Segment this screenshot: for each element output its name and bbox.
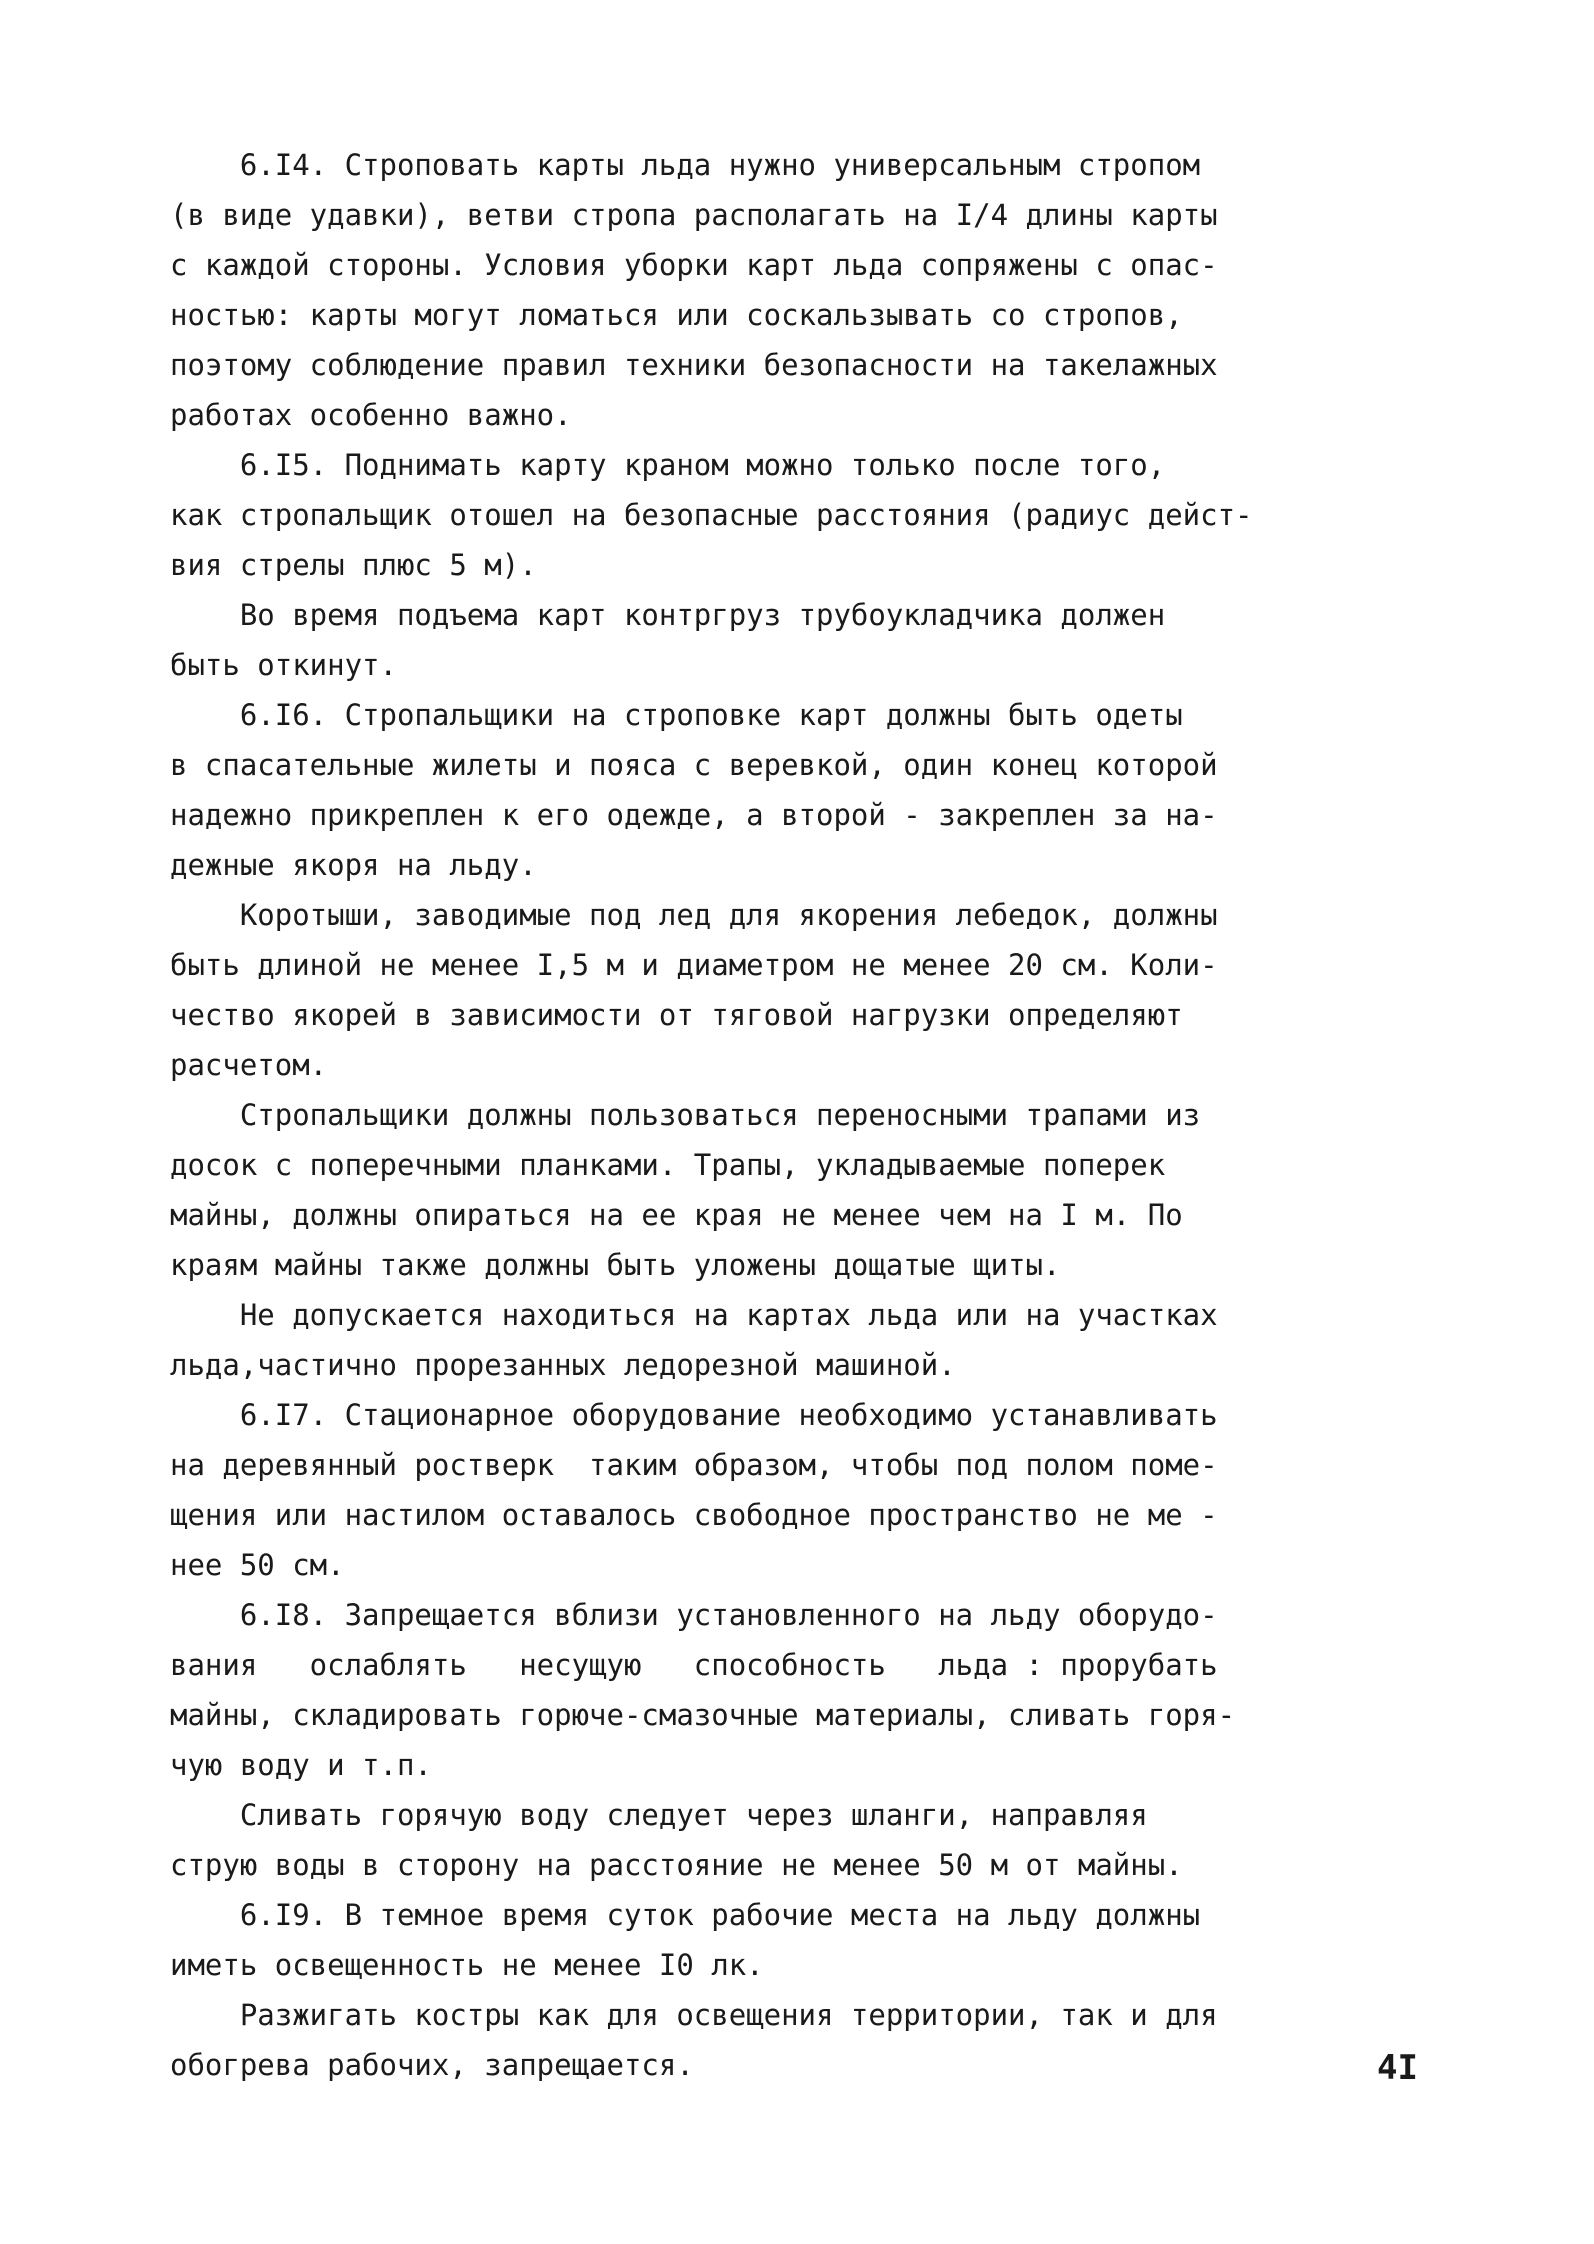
document-line: 6.I7. Стационарное оборудование необходимо устанавливать xyxy=(170,1398,1218,1432)
document-line: Не допускается находиться на картах льда или на участках xyxy=(170,1298,1218,1332)
document-line: струю воды в сторону на расстояние не менее 50 м от майны. xyxy=(170,1848,1183,1882)
document-line: вия стрелы плюс 5 м). xyxy=(170,548,537,582)
document-line: 6.I4. Строповать карты льда нужно универсальным стропом xyxy=(170,148,1201,182)
document-line: на деревянный ростверк таким образом, чтобы под полом поме- xyxy=(170,1448,1218,1482)
document-line: Коротыши, заводимые под лед для якорения лебедок, должны xyxy=(170,898,1218,932)
document-line: иметь освещенность не менее I0 лк. xyxy=(170,1948,764,1982)
document-line: Разжигать костры как для освещения территории, так и для xyxy=(170,1998,1218,2032)
document-line: Во время подъема карт контргруз трубоукладчика должен xyxy=(170,598,1166,632)
document-line: (в виде удавки), ветви стропа располагать на I/4 длины карты xyxy=(170,198,1218,232)
document-line: нее 50 см. xyxy=(170,1548,345,1582)
document-line: надежно прикреплен к его одежде, а второй - закреплен за на- xyxy=(170,798,1218,832)
document-line: Сливать горячую воду следует через шланги, направляя xyxy=(170,1798,1148,1832)
document-line: майны, должны опираться на ее края не менее чем на I м. По xyxy=(170,1198,1183,1232)
document-line: вания ослаблять несущую способность льда : прорубать xyxy=(170,1648,1218,1682)
document-line: в спасательные жилеты и пояса с веревкой, один конец которой xyxy=(170,748,1218,782)
document-line: ностью: карты могут ломаться или соскальзывать со стропов, xyxy=(170,298,1183,332)
document-line: щения или настилом оставалось свободное пространство не ме - xyxy=(170,1498,1218,1532)
document-line: майны, складировать горюче-смазочные материалы, сливать горя- xyxy=(170,1698,1236,1732)
document-line: дежные якоря на льду. xyxy=(170,848,537,882)
document-line: 6.I9. В темное время суток рабочие места на льду должны xyxy=(170,1898,1201,1932)
document-line: работах особенно важно. xyxy=(170,398,572,432)
document-line: расчетом. xyxy=(170,1048,328,1082)
document-line: обогрева рабочих, запрещается. xyxy=(170,2048,694,2082)
document-line: чество якорей в зависимости от тяговой нагрузки определяют xyxy=(170,998,1183,1032)
page-number: 4I xyxy=(1377,2048,1418,2088)
document-line: быть длиной не менее I,5 м и диаметром не менее 20 см. Коли- xyxy=(170,948,1218,982)
document-line: досок с поперечными планками. Трапы, укладываемые поперек xyxy=(170,1148,1166,1182)
document-line: быть откинут. xyxy=(170,648,397,682)
document-line: поэтому соблюдение правил техники безопасности на такелажных xyxy=(170,348,1218,382)
document-line: как стропальщик отошел на безопасные расстояния (радиус дейст- xyxy=(170,498,1253,532)
document-line: с каждой стороны. Условия уборки карт льда сопряжены с опас- xyxy=(170,248,1218,282)
document-line: Стропальщики должны пользоваться переносными трапами из xyxy=(170,1098,1201,1132)
document-line: 6.I5. Поднимать карту краном можно только после того, xyxy=(170,448,1166,482)
document-line: 6.I8. Запрещается вблизи установленного на льду оборудо- xyxy=(170,1598,1218,1632)
document-line: чую воду и т.п. xyxy=(170,1748,432,1782)
document-line: льда,частично прорезанных ледорезной машиной. xyxy=(170,1348,956,1382)
document-line: краям майны также должны быть уложены дощатые щиты. xyxy=(170,1248,1061,1282)
document-body xyxy=(170,140,1430,2090)
document-line: 6.I6. Стропальщики на строповке карт должны быть одеты xyxy=(170,698,1183,732)
